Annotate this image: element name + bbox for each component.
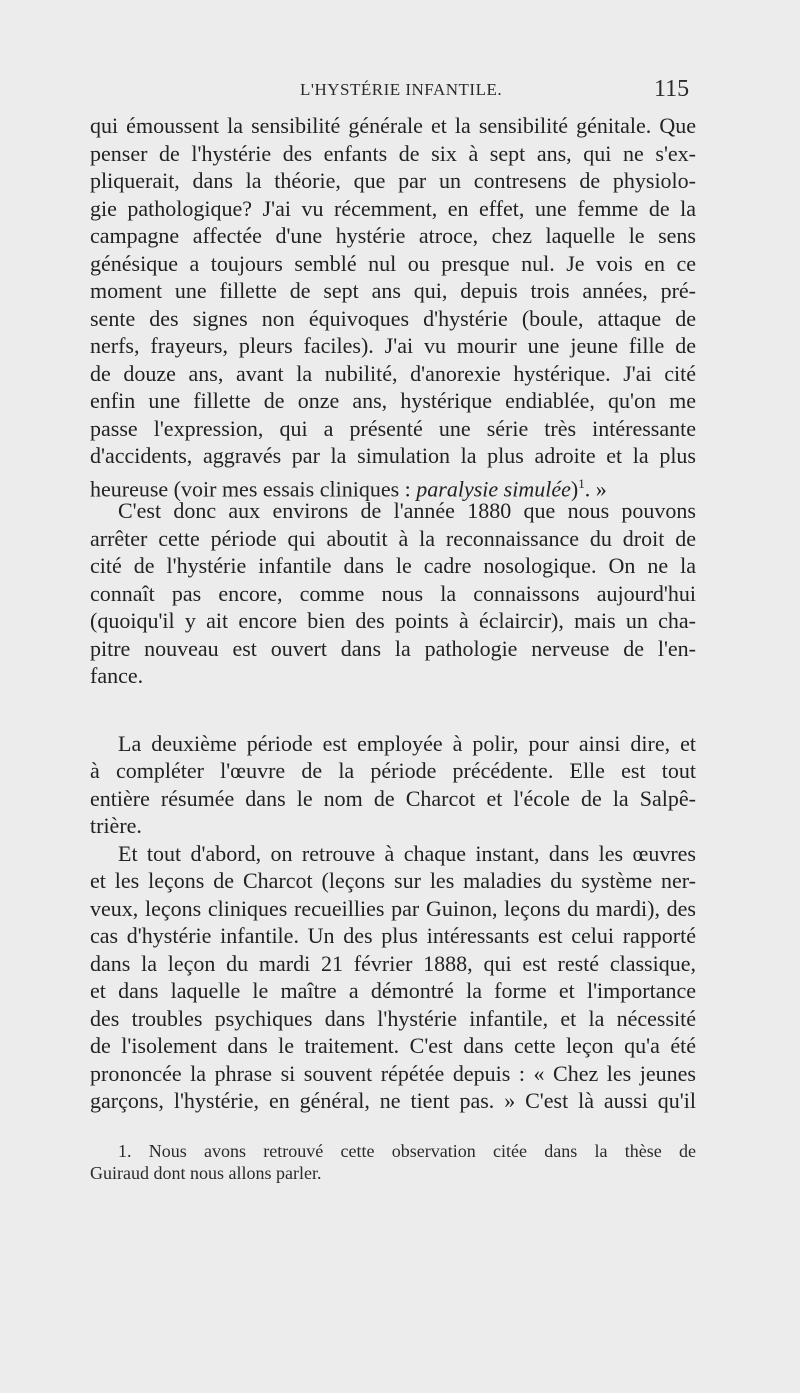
text-line: connaît pas encore, comme nous la connaissons aujourd'hui [90,580,696,606]
text-line: d'accidents, aggravés par la simulation la plus adroite et la plus [90,443,696,468]
text-line: génésique a toujours semblé nul ou presque nul. Je vois en ce [90,250,696,276]
text-line: fance. [90,663,144,688]
text-fragment: ) [570,475,579,501]
text-line: et dans laquelle le maître a démontré la forme et l'importance [90,978,696,1003]
text-line [90,470,696,501]
text-line: dans la leçon du mardi 21 février 1888, qui est resté classique, [90,950,696,976]
text-line: cité de l'hystérie infantile dans le cadre nosologique. On ne la [90,553,696,578]
text-line: qui émoussent la sensibilité générale et la sensibilité génitale. Que [90,113,696,138]
running-title: L'HYSTÉRIE INFANTILE. [300,80,503,99]
text-line: penser de l'hystérie des enfants de six à sept ans, qui ne s'ex- [90,140,696,166]
paragraph-2 [90,497,696,690]
text-line: nerfs, frayeurs, pleurs faciles). J'ai vu mourir une jeune fille de [90,333,696,358]
text-line: de douze ans, avant la nubilité, d'anorexie hystérique. J'ai cité [90,360,696,386]
text-line: et les leçons de Charcot (leçons sur les maladies du système ner- [90,868,696,893]
text-line: pitre nouveau est ouvert dans la pathologie nerveuse de l'en- [90,635,696,661]
text-line: gie pathologique? J'ai vu récemment, en effet, une femme de la [90,195,696,221]
text-line: campagne affectée d'une hystérie atroce, chez laquelle le sens [90,223,696,248]
section-gap [90,690,696,730]
text-line: passe l'expression, qui a présenté une série très intéressante [90,415,696,441]
text-line: C'est donc aux environs de l'année 1880 que nous pouvons [118,498,696,523]
footnote [90,1140,696,1184]
text-line: garçons, l'hystérie, en général, ne tient pas. » C'est là aussi qu'il [90,1088,696,1113]
page-number: 115 [654,76,690,102]
footnote-line: Guiraud dont nous allons parler. [90,1163,322,1183]
italic-citation: paralysie simulée [416,475,571,501]
page-header [0,76,800,108]
text-line: veux, leçons cliniques recueillies par Guinon, leçons du mardi), des [90,895,696,921]
paragraph-4 [90,840,696,1115]
footnote-marker: 1 [578,475,585,491]
text-line: enfin une fillette de onze ans, hystérique endiablée, qu'on me [90,388,696,413]
text-line: entière résumée dans le nom de Charcot et l'école de la Salpê- [90,785,696,811]
text-line: Et tout d'abord, on retrouve à chaque instant, dans les œuvres [118,840,696,866]
text-line: à compléter l'œuvre de la période précédente. Elle est tout [90,758,696,783]
text-line: La deuxième période est employée à polir, pour ainsi dire, et [118,730,696,756]
paragraph-1 [90,112,696,501]
text-line: cas d'hystérie infantile. Un des plus intéressants est celui rapporté [90,923,696,948]
text-line: arrêter cette période qui aboutit à la reconnaissance du droit de [90,525,696,551]
text-line: des troubles psychiques dans l'hystérie infantile, et la nécessité [90,1005,696,1031]
text-fragment: heureuse (voir mes essais cliniques : [90,475,417,501]
text-fragment: . » [584,475,607,501]
text-line: de l'isolement dans le traitement. C'est dans cette leçon qu'a été [90,1033,696,1058]
text-line: sente des signes non équivoques d'hystérie (boule, attaque de [90,305,696,331]
footnote-line: 1. Nous avons retrouvé cette observation citée dans la thèse de [118,1141,696,1161]
text-line: trière. [90,813,142,838]
text-line: prononcée la phrase si souvent répétée depuis : « Chez les jeunes [90,1060,696,1086]
text-line: pliquerait, dans la théorie, que par un contresens de physiolo- [90,168,696,193]
body-text [90,112,696,1115]
paragraph-3 [90,730,696,840]
text-line: (quoiqu'il y ait encore bien des points à éclaircir), mais un cha- [90,608,696,633]
text-line: moment une fillette de sept ans qui, depuis trois années, pré- [90,278,696,303]
